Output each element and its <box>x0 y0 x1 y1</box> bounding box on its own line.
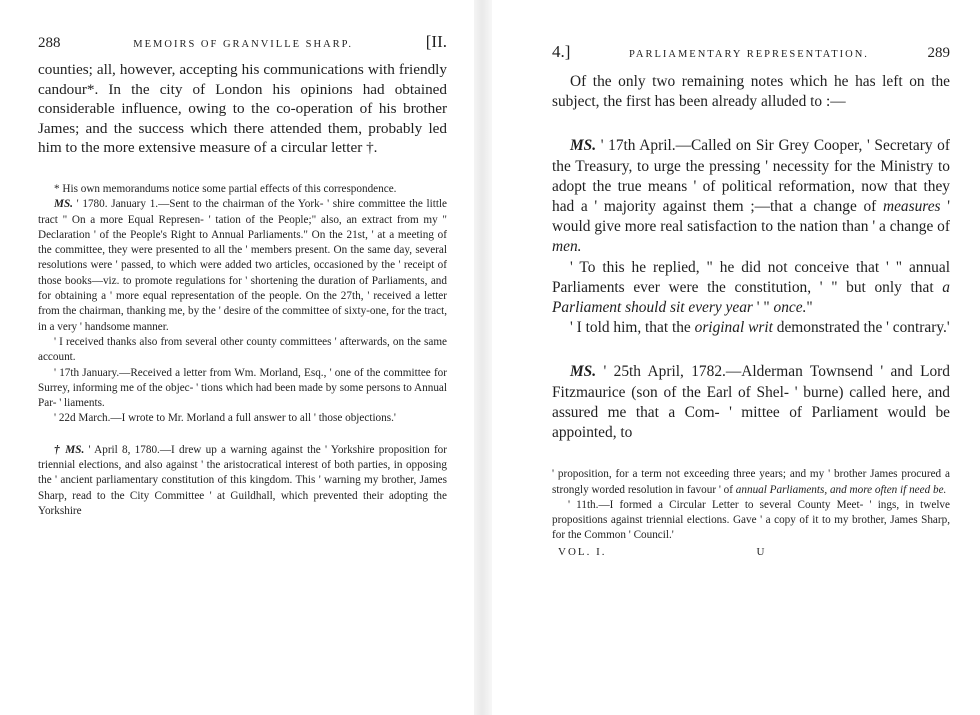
paragraph: Of the only two remaining notes which he has left on the subject, the first has been already alluded to :— <box>552 73 950 111</box>
footnote-text: ' proposition, for a term not exceeding three years; and my ' brother James procured a strongly worded resolution in favour ' of <box>552 468 950 496</box>
left-page-header <box>38 32 447 54</box>
entry-text: ' 17th April.—Called on Sir Grey Cooper, ' Secretary of the Treasury, to urge the pressing ' necessity for the Ministry to adopt the true means ' of political reformation, now that they had a ' majority against them ;—that a change of <box>552 137 950 216</box>
emphasis: men. <box>552 238 582 256</box>
right-page-header <box>552 42 950 64</box>
footnote-paragraph <box>38 443 447 519</box>
footnote-intro: * His own memorandums notice some partial effects of this correspondence. <box>54 182 397 195</box>
ms-entry <box>552 362 950 443</box>
entry-text: ' I told him, that the <box>570 319 691 337</box>
footnote-paragraph: ' 11th.—I formed a Circular Letter to several County Meet- ' ings, in twelve propositions against triennial elections. Gave ' a copy of it to my brother, James Sharp, for the Common ' Council.' <box>552 498 950 542</box>
page-number: 288 <box>38 35 61 51</box>
entry-text: ' " <box>756 299 770 317</box>
right-page <box>490 0 980 715</box>
ms-label: MS. <box>570 363 597 381</box>
footnote-paragraph <box>38 197 447 335</box>
footnote-1 <box>38 182 447 427</box>
volume-mark: VOL. I. <box>558 545 607 558</box>
entry-text: ' 25th April, 1782.—Alderman Townsend ' and Lord Fitzmaurice (son of the Earl of Shel- ' burne) called here, and assured me that a Com- ' mittee of Parliament would be appointed, to <box>552 363 950 442</box>
paragraph: counties; all, however, accepting his communications with friendly candour*. In the city of London his opinions had obtained considerable influence, owing to the co-operation of his brother James; and the success which there attended them, probably led him to the more extensive measure of a circular letter †. <box>38 61 447 157</box>
footnote-text: ' 1780. January 1.—Sent to the chairman of the York- ' shire committee the little tract " On a more Equal Represen- ' tation of the People;" also, an extract from my " Declaration ' of the People's Right to Annual Parliaments." On the 21st, ' at a meeting of the committee, they were presented to all the ' members present. On the same day, several resolutions were ' passed, to which were added two articles, occasioned by the ' receipt of those books—viz. to promote regulations for ' shortening the duration of Parliaments, and for obtaining a ' more equal representation of the people. On the 27th, ' received a letter from the chairman, thanking me, by the ' desire of the committee of sixty-one, for the tract, in a very ' handsome manner. <box>38 198 447 333</box>
footnote-continuation <box>552 467 950 543</box>
running-title: MEMOIRS OF GRANVILLE SHARP. <box>133 39 353 50</box>
footnote-2 <box>38 443 447 519</box>
page-number: 289 <box>927 45 950 61</box>
footnote-paragraph: ' 17th January.—Received a letter from Wm. Morland, Esq., ' one of the committee for Surrey, informing me of the objec- ' tions which had been made by some persons to Annual Par- ' liaments. <box>38 366 447 410</box>
main-text <box>552 72 950 443</box>
footnote-text: ' April 8, 1780.—I drew up a warning against the ' Yorkshire proposition for triennial elections, and also against ' the aristocratical interest of both parties, in opposing the ' ancient parliamentary constitution of this kingdom. This ' warning my brother, James Sharp, read to the City Committee ' at Guildhall, which prevented their adopting the Yorkshire <box>38 443 447 517</box>
signature-line <box>558 546 950 558</box>
left-page <box>0 0 475 715</box>
ms-label: MS. <box>570 137 597 155</box>
ms-entry <box>552 136 950 257</box>
emphasis: original writ <box>694 319 773 337</box>
emphasis: once. <box>773 299 807 317</box>
signature-mark: U <box>756 545 767 558</box>
entry-text: " <box>806 299 813 317</box>
footnote-paragraph: ' I received thanks also from several other county committees ' afterwards, on the same account. <box>38 335 447 364</box>
ms-label: MS. <box>54 198 73 211</box>
emphasis: annual Parliaments, and more often if need be. <box>735 483 947 496</box>
ms-entry <box>552 318 950 338</box>
entry-text: ' would give more real satisfaction to the nation than ' a change of <box>552 198 950 236</box>
running-title: PARLIAMENTARY REPRESENTATION. <box>629 49 869 60</box>
emphasis: measures <box>882 198 941 216</box>
main-text <box>38 60 447 158</box>
ms-label: † MS. <box>54 443 85 456</box>
footnote-paragraph <box>552 467 950 498</box>
entry-text: demonstrated the ' contrary.' <box>776 319 950 337</box>
chapter-number: 4.] <box>552 42 571 61</box>
chapter-number: [II. <box>425 32 447 51</box>
entry-text: ' To this he replied, " he did not conceive that ' " annual Parliaments ever were the constitution, ' " but only that <box>552 258 950 296</box>
emphasis: a Parliament should sit every year <box>552 278 950 317</box>
ms-entry <box>552 258 950 319</box>
footnote-paragraph: ' 22d March.—I wrote to Mr. Morland a full answer to all ' those objections.' <box>54 412 396 425</box>
